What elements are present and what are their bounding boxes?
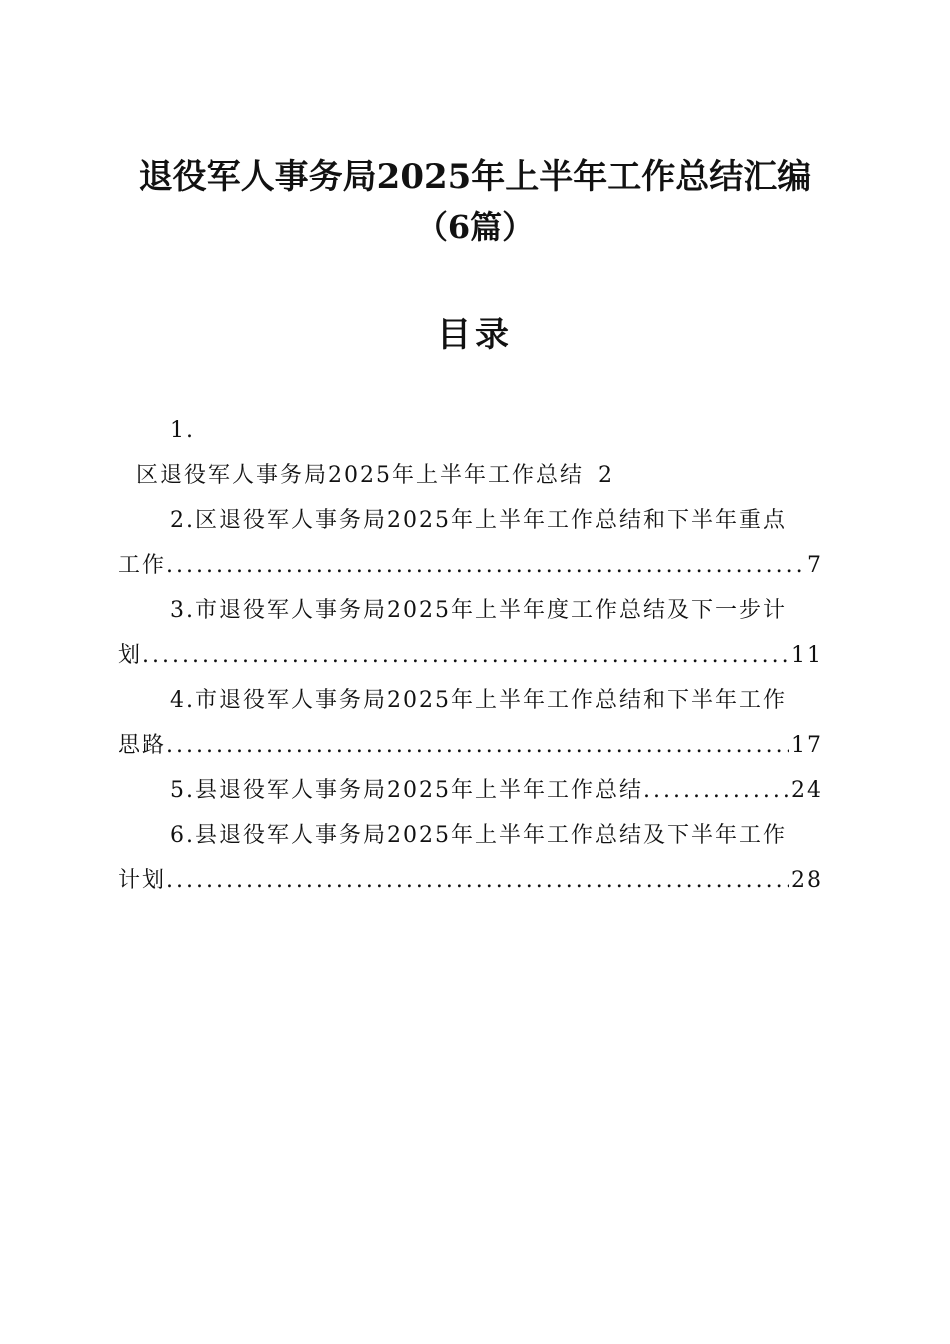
toc-entry-title-continuation: 思路	[118, 733, 167, 758]
toc-entry-4[interactable]	[118, 678, 823, 768]
toc-entry-title-continuation: 划	[118, 643, 143, 668]
toc-entry-1[interactable]	[118, 408, 823, 498]
toc-entry-title-line: 2.区退役军人事务局2025年上半年工作总结和下半年重点	[170, 508, 787, 533]
toc-entry-title-continuation: 工作	[118, 553, 167, 578]
toc-entry-page: 24	[791, 778, 823, 803]
toc-leader-dots	[166, 858, 789, 903]
toc-entry-title-line: 5.县退役军人事务局2025年上半年工作总结	[170, 778, 643, 803]
document-subtitle: （6篇）	[415, 208, 535, 246]
toc-entry-2[interactable]	[118, 498, 823, 588]
toc-entry-6[interactable]	[118, 813, 823, 903]
toc-entry-page: 2	[598, 463, 614, 488]
toc-entry-title-line: 6.县退役军人事务局2025年上半年工作总结及下半年工作	[170, 823, 787, 848]
toc-entry-title: 区退役军人事务局2025年上半年工作总结	[136, 463, 584, 488]
toc-entry-title-continuation: 计划	[118, 868, 167, 893]
toc-entry-page: 7	[807, 553, 823, 578]
toc-entry-page: 11	[791, 643, 823, 668]
toc-entry-title-line: 3.市退役军人事务局2025年上半年度工作总结及下一步计	[170, 598, 787, 623]
document-title: 退役军人事务局2025年上半年工作总结汇编	[138, 157, 812, 197]
toc-heading: 目录	[437, 315, 513, 355]
title-block	[0, 150, 950, 250]
toc-leader-dots	[142, 633, 789, 678]
table-of-contents	[118, 408, 823, 903]
toc-entry-5[interactable]	[118, 768, 823, 813]
toc-leader-dots	[643, 768, 789, 813]
toc-leader-dots	[166, 723, 789, 768]
toc-entry-page: 17	[791, 733, 823, 758]
toc-entry-number: 1.	[170, 418, 195, 443]
toc-leader-dots	[166, 543, 805, 588]
toc-entry-3[interactable]	[118, 588, 823, 678]
toc-entry-title-line: 4.市退役军人事务局2025年上半年工作总结和下半年工作	[170, 688, 787, 713]
toc-entry-page: 28	[791, 868, 823, 893]
